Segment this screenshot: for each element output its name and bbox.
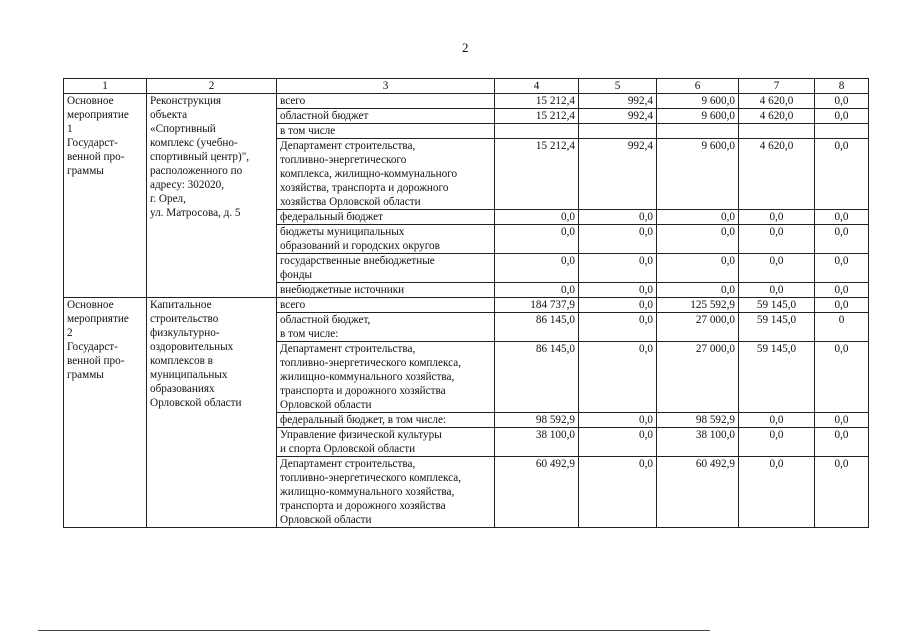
value-cell: [657, 124, 739, 139]
column-header: 1: [64, 79, 147, 94]
value-cell: 4 620,0: [739, 139, 815, 210]
value-cell: 0,0: [495, 283, 579, 298]
value-cell: 0,0: [579, 254, 657, 283]
value-cell: 38 100,0: [657, 428, 739, 457]
column-header: 5: [579, 79, 657, 94]
value-cell: 0,0: [739, 210, 815, 225]
funding-source-cell: областной бюджет, в том числе:: [277, 313, 495, 342]
value-cell: 27 000,0: [657, 342, 739, 413]
funding-source-cell: бюджеты муниципальных образований и городских округов: [277, 225, 495, 254]
value-cell: 125 592,9: [657, 298, 739, 313]
value-cell: 0,0: [815, 210, 869, 225]
value-cell: 0,0: [579, 298, 657, 313]
value-cell: 0,0: [579, 413, 657, 428]
value-cell: 98 592,9: [657, 413, 739, 428]
funding-source-cell: Департамент строительства, топливно-энергетического комплекса, жилищно-коммунального хозяйства, транспорта и дорожного хозяйства Орловской области: [277, 139, 495, 210]
value-cell: 0,0: [815, 298, 869, 313]
value-cell: 0,0: [579, 283, 657, 298]
value-cell: 0,0: [815, 428, 869, 457]
value-cell: 0,0: [739, 225, 815, 254]
value-cell: 0,0: [657, 210, 739, 225]
value-cell: 992,4: [579, 139, 657, 210]
funding-source-cell: Департамент строительства, топливно-энергетического комплекса, жилищно-коммунального хозяйства, транспорта и дорожного хозяйства Орловской области: [277, 457, 495, 528]
header-row: [64, 79, 869, 94]
value-cell: 0,0: [739, 413, 815, 428]
value-cell: 0,0: [739, 428, 815, 457]
value-cell: 0,0: [815, 139, 869, 210]
value-cell: 0,0: [657, 283, 739, 298]
value-cell: 59 145,0: [739, 298, 815, 313]
value-cell: 0,0: [739, 254, 815, 283]
value-cell: 0,0: [579, 428, 657, 457]
value-cell: 0,0: [815, 225, 869, 254]
object-name-cell: Реконструкция объекта «Спортивный комплекс (учебно- спортивный центр)", расположенного по адресу: 302020, г. Орел, ул. Матросова, д. 5: [147, 94, 277, 298]
value-cell: 60 492,9: [495, 457, 579, 528]
funding-source-cell: Департамент строительства, топливно-энергетического комплекса, жилищно-коммунального хозяйства, транспорта и дорожного хозяйства Орловской области: [277, 342, 495, 413]
column-header: 8: [815, 79, 869, 94]
funding-source-cell: в том числе: [277, 124, 495, 139]
value-cell: 27 000,0: [657, 313, 739, 342]
funding-source-cell: Управление физической культуры и спорта Орловской области: [277, 428, 495, 457]
value-cell: 4 620,0: [739, 109, 815, 124]
column-header: 3: [277, 79, 495, 94]
value-cell: 0,0: [815, 283, 869, 298]
value-cell: 98 592,9: [495, 413, 579, 428]
value-cell: 0,0: [495, 254, 579, 283]
value-cell: 15 212,4: [495, 94, 579, 109]
value-cell: 0,0: [815, 109, 869, 124]
value-cell: [579, 124, 657, 139]
value-cell: 184 737,9: [495, 298, 579, 313]
column-header: 6: [657, 79, 739, 94]
value-cell: 59 145,0: [739, 313, 815, 342]
value-cell: 0,0: [657, 254, 739, 283]
value-cell: 0,0: [739, 457, 815, 528]
value-cell: 0,0: [495, 210, 579, 225]
value-cell: 0: [815, 313, 869, 342]
value-cell: 0,0: [815, 457, 869, 528]
value-cell: 9 600,0: [657, 94, 739, 109]
column-header: 4: [495, 79, 579, 94]
funding-source-cell: федеральный бюджет, в том числе:: [277, 413, 495, 428]
value-cell: 9 600,0: [657, 139, 739, 210]
funding-source-cell: всего: [277, 298, 495, 313]
value-cell: 992,4: [579, 109, 657, 124]
value-cell: 0,0: [579, 210, 657, 225]
value-cell: 992,4: [579, 94, 657, 109]
value-cell: [815, 124, 869, 139]
value-cell: [739, 124, 815, 139]
funding-source-cell: всего: [277, 94, 495, 109]
value-cell: 0,0: [815, 342, 869, 413]
value-cell: 0,0: [739, 283, 815, 298]
column-header: 2: [147, 79, 277, 94]
value-cell: 15 212,4: [495, 109, 579, 124]
value-cell: 0,0: [815, 254, 869, 283]
table-row: [64, 298, 869, 313]
value-cell: 15 212,4: [495, 139, 579, 210]
table-row: [64, 94, 869, 109]
footer-divider: [38, 630, 710, 631]
object-name-cell: Капитальное строительство физкультурно- оздоровительных комплексов в муниципальных образованиях Орловской области: [147, 298, 277, 528]
value-cell: 0,0: [579, 313, 657, 342]
value-cell: 0,0: [815, 94, 869, 109]
value-cell: 4 620,0: [739, 94, 815, 109]
value-cell: 0,0: [579, 225, 657, 254]
funding-source-cell: внебюджетные источники: [277, 283, 495, 298]
value-cell: 60 492,9: [657, 457, 739, 528]
value-cell: [495, 124, 579, 139]
page-number: 2: [462, 40, 469, 55]
value-cell: 59 145,0: [739, 342, 815, 413]
value-cell: 0,0: [657, 225, 739, 254]
budget-table: [63, 78, 869, 528]
event-name-cell: Основное мероприятие 2 Государст- венной про- граммы: [64, 298, 147, 528]
value-cell: 0,0: [815, 413, 869, 428]
event-name-cell: Основное мероприятие 1 Государст- венной про- граммы: [64, 94, 147, 298]
funding-source-cell: областной бюджет: [277, 109, 495, 124]
column-header: 7: [739, 79, 815, 94]
funding-source-cell: государственные внебюджетные фонды: [277, 254, 495, 283]
value-cell: 86 145,0: [495, 342, 579, 413]
value-cell: 38 100,0: [495, 428, 579, 457]
funding-source-cell: федеральный бюджет: [277, 210, 495, 225]
value-cell: 9 600,0: [657, 109, 739, 124]
value-cell: 0,0: [495, 225, 579, 254]
value-cell: 0,0: [579, 342, 657, 413]
value-cell: 0,0: [579, 457, 657, 528]
value-cell: 86 145,0: [495, 313, 579, 342]
